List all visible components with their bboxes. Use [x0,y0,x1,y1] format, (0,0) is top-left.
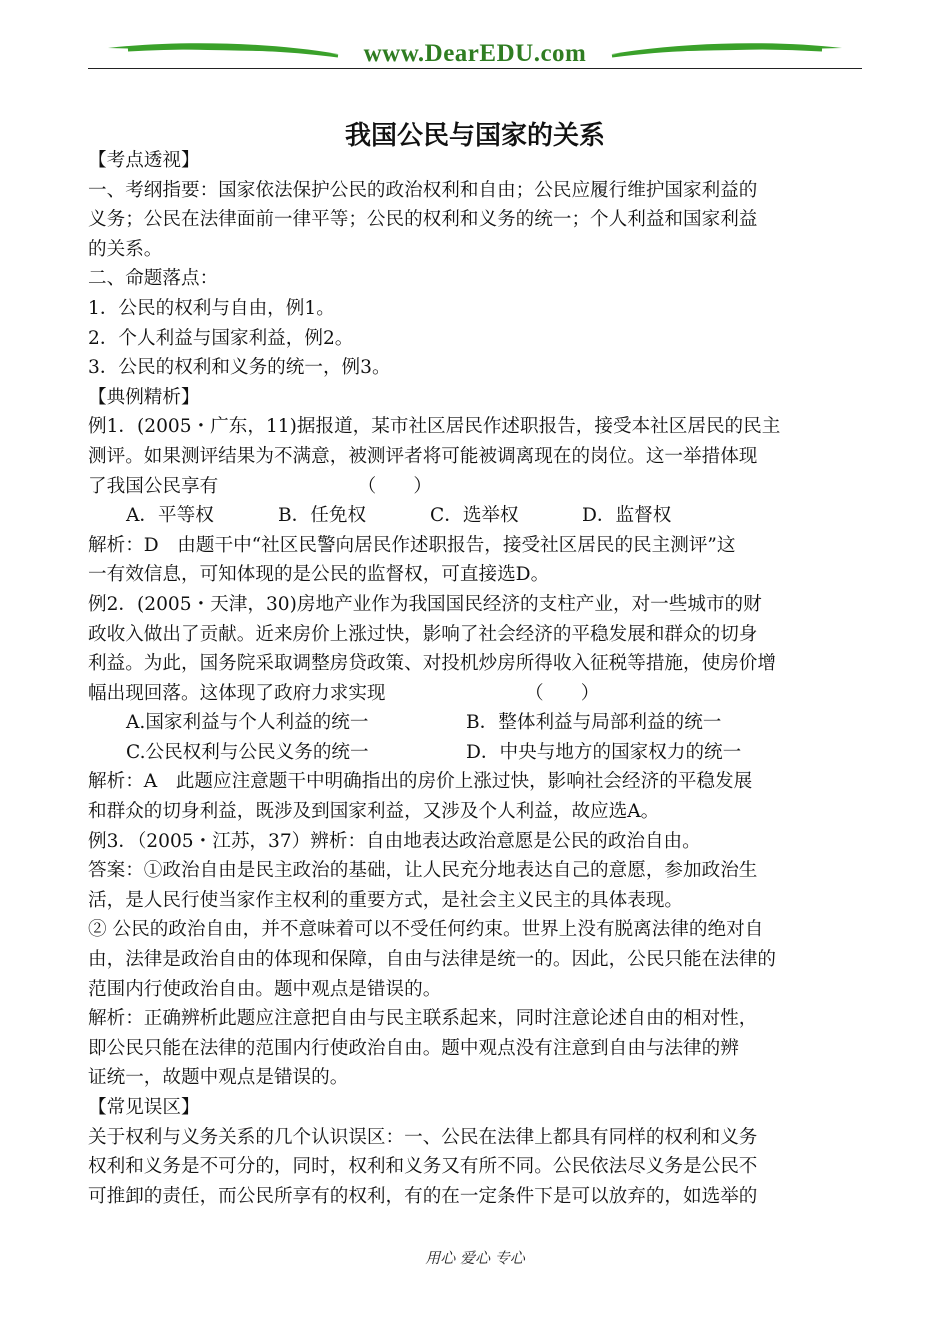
text-line: 解析：D 由题干中“社区民警向居民作述职报告，接受社区居民的民主测评”这 [88,534,736,556]
text-line: 【考点透视】 [88,150,200,171]
option-d: D．中央与地方的国家权力的统一 [466,741,742,763]
text-line: 解析：A 此题应注意题干中明确指出的房价上涨过快，影响社会经济的平稳发展 [88,771,753,793]
example2-options-row [88,708,866,738]
text-line: 的关系。 [88,238,163,260]
example2-options-row [88,738,866,768]
option-c: C.公民权利与公民义务的统一 [126,741,369,763]
page-title: 我国公民与国家的关系 [344,121,605,151]
text-line: 3．公民的权利和义务的统一，例3。 [88,357,391,379]
option-b: B．任免权 [278,505,367,527]
page-footer: 用心 爱心 专心 [425,1249,525,1267]
text-line: 活，是人民行使当家作主权利的重要方式，是社会主义民主的具体表现。 [88,889,684,911]
text-line: 【常见误区】 [88,1097,200,1118]
site-header [88,36,862,70]
text-line: 一有效信息，可知体现的是公民的监督权，可直接选D。 [88,564,550,586]
option-c: C．选举权 [430,505,519,527]
text-line: 1．公民的权利与自由，例1。 [88,297,335,319]
text-line: 例3．（2005・江苏，37）辨析：自由地表达政治意愿是公民的政治自由。 [88,830,701,852]
text-line: 幅出现回落。这体现了政府力求实现 （ ） [88,682,600,704]
text-line: ② 公民的政治自由，并不意味着可以不受任何约束。世界上没有脱离法律的绝对自 [88,919,764,941]
text-line: 证统一，故题中观点是错误的。 [88,1067,349,1089]
text-line: 了我国公民享有 （ ） [88,475,432,497]
site-url[interactable]: www.DearEDU.com [363,40,587,67]
header-divider [88,68,862,69]
document-body [88,146,866,1211]
option-b: B．整体利益与局部利益的统一 [466,712,722,734]
text-line: 二、命题落点： [88,268,219,290]
text-line: 即公民只能在法律的范围内行使政治自由。题中观点没有注意到自由与法律的辨 [88,1037,739,1059]
text-line: 一、考纲指要：国家依法保护公民的政治权利和自由；公民应履行维护国家利益的 [88,179,758,201]
text-line: 可推卸的责任，而公民所享有的权利，有的在一定条件下是可以放弃的，如选举的 [88,1185,758,1207]
text-line: 范围内行使政治自由。题中观点是错误的。 [88,978,442,1000]
text-line: 利益。为此，国务院采取调整房贷政策、对投机炒房所得收入征税等措施，使房价增 [88,653,776,675]
option-a: A．平等权 [126,505,214,527]
text-line: 测评。如果测评结果为不满意，被测评者将可能被调离现在的岗位。这一举措体现 [88,445,758,467]
example1-options [88,501,866,531]
text-line: 由，法律是政治自由的体现和保障，自由与法律是统一的。因此，公民只能在法律的 [88,949,776,971]
text-line: 解析：正确辨析此题应注意把自由与民主联系起来，同时注意论述自由的相对性， [88,1008,758,1030]
text-line: 关于权利与义务关系的几个认识误区：一、公民在法律上都具有同样的权利和义务 [88,1126,758,1148]
text-line: 权利和义务是不可分的，同时，权利和义务又有所不同。公民依法尽义务是公民不 [88,1156,758,1178]
text-line: 例2．(2005・天津，30)房地产业作为我国国民经济的支柱产业，对一些城市的财 [88,593,762,615]
text-line: 和群众的切身利益，既涉及到国家利益，又涉及个人利益，故应选A。 [88,801,660,823]
text-line: 2．个人利益与国家利益，例2。 [88,327,354,349]
text-line: 答案：①政治自由是民主政治的基础，让人民充分地表达自己的意愿，参加政治生 [88,860,758,882]
text-line: 例1．(2005・广东，11)据报道，某市社区居民作述职报告，接受本社区居民的民主 [88,416,781,438]
option-a: A.国家利益与个人利益的统一 [126,712,369,734]
text-line: 政收入做出了贡献。近来房价上涨过快，影响了社会经济的平稳发展和群众的切身 [88,623,758,645]
text-line: 【典例精析】 [88,386,200,408]
text-line: 义务；公民在法律面前一律平等；公民的权利和义务的统一；个人利益和国家利益 [88,209,758,231]
option-d: D．监督权 [582,505,672,527]
